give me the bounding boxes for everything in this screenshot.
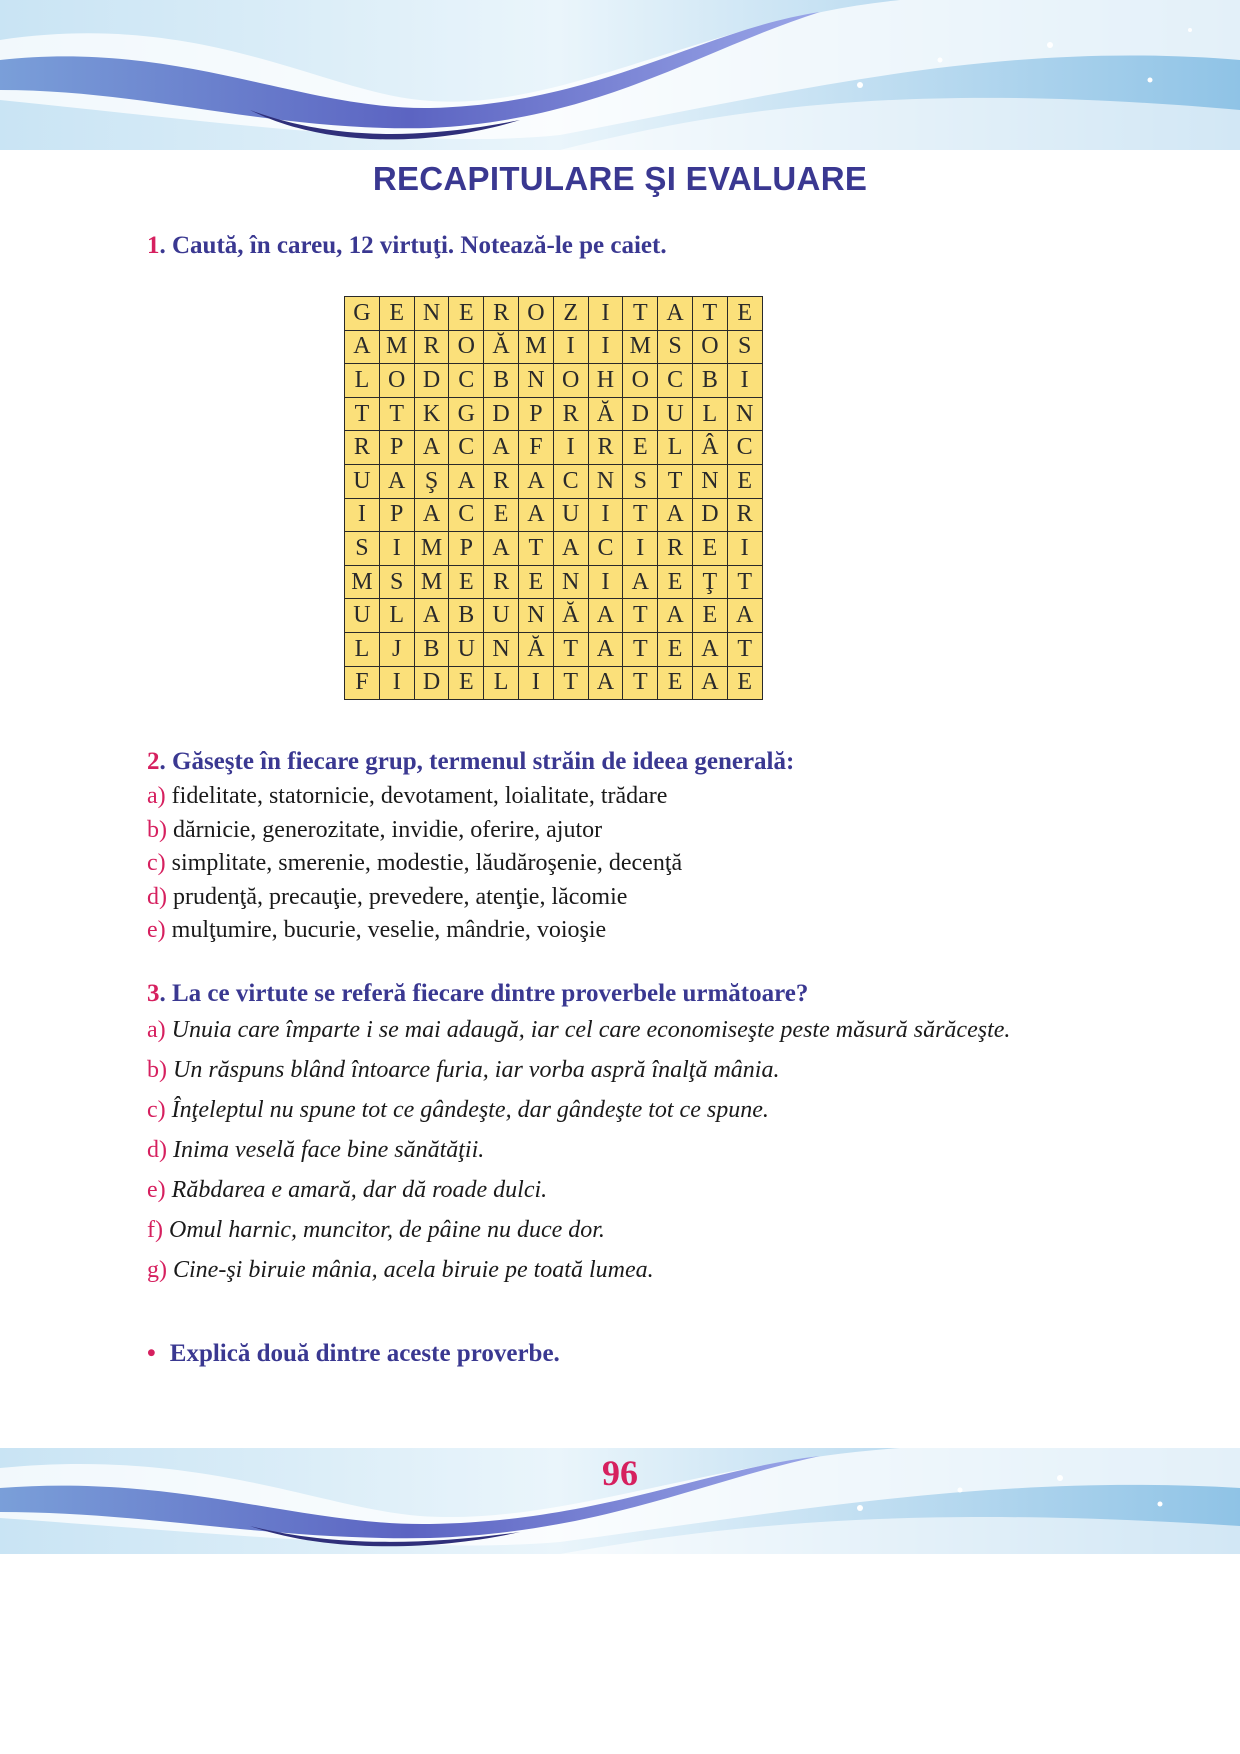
grid-cell: U <box>553 498 588 532</box>
grid-cell: M <box>345 565 380 599</box>
item-text: Inima veselă face bine sănătăţii. <box>167 1137 485 1163</box>
grid-cell: E <box>449 565 484 599</box>
grid-cell: R <box>588 431 623 465</box>
grid-cell: E <box>518 565 553 599</box>
grid-cell: M <box>379 330 414 364</box>
grid-cell: T <box>345 397 380 431</box>
grid-cell: O <box>518 297 553 331</box>
list-item <box>147 780 682 814</box>
grid-cell: T <box>727 565 762 599</box>
grid-cell: O <box>379 364 414 398</box>
grid-cell: S <box>727 330 762 364</box>
grid-cell: A <box>588 599 623 633</box>
grid-cell: A <box>414 431 449 465</box>
grid-cell: P <box>379 431 414 465</box>
grid-cell: A <box>379 464 414 498</box>
list-item <box>147 1250 1087 1290</box>
grid-cell: N <box>518 364 553 398</box>
grid-cell: E <box>379 297 414 331</box>
grid-cell: A <box>692 632 727 666</box>
grid-cell: N <box>484 632 519 666</box>
list-item <box>147 847 682 881</box>
grid-cell: E <box>727 297 762 331</box>
grid-cell: L <box>692 397 727 431</box>
grid-cell: A <box>588 666 623 700</box>
wave-decoration <box>0 0 1240 150</box>
grid-cell: D <box>692 498 727 532</box>
grid-cell: I <box>588 330 623 364</box>
grid-cell: A <box>345 330 380 364</box>
grid-cell: I <box>588 565 623 599</box>
grid-cell: A <box>658 599 693 633</box>
item-label: f) <box>147 1217 163 1243</box>
grid-row <box>345 297 763 331</box>
item-label: b) <box>147 1057 167 1083</box>
item-label: c) <box>147 1097 166 1123</box>
header-wave-banner <box>0 0 1240 150</box>
bullet-task <box>147 1340 560 1368</box>
grid-cell: P <box>449 532 484 566</box>
grid-cell: A <box>484 431 519 465</box>
grid-cell: B <box>449 599 484 633</box>
grid-cell: T <box>553 632 588 666</box>
list-item <box>147 814 682 848</box>
grid-cell: T <box>692 297 727 331</box>
grid-row <box>345 632 763 666</box>
grid-cell: I <box>553 330 588 364</box>
grid-cell: A <box>553 532 588 566</box>
grid-cell: O <box>553 364 588 398</box>
grid-cell: T <box>727 632 762 666</box>
word-search-grid <box>344 296 763 700</box>
grid-cell: I <box>588 297 623 331</box>
grid-cell: N <box>553 565 588 599</box>
grid-cell: R <box>553 397 588 431</box>
grid-cell: U <box>345 599 380 633</box>
grid-cell: A <box>727 599 762 633</box>
grid-cell: T <box>623 498 658 532</box>
grid-cell: F <box>518 431 553 465</box>
grid-cell: C <box>449 431 484 465</box>
grid-cell: A <box>518 498 553 532</box>
grid-cell: H <box>588 364 623 398</box>
grid-row <box>345 397 763 431</box>
grid-cell: R <box>484 464 519 498</box>
item-text: simplitate, smerenie, modestie, lăudăroşenie, decenţă <box>165 850 683 876</box>
item-text: Unuia care împarte i se mai adaugă, iar cel care economiseşte peste măsură sărăceşte. <box>165 1017 1011 1043</box>
item-text: Cine-şi biruie mânia, acela biruie pe toată lumea. <box>167 1257 654 1283</box>
list-item <box>147 1090 1087 1130</box>
grid-cell: S <box>345 532 380 566</box>
grid-cell: J <box>379 632 414 666</box>
grid-cell: E <box>658 666 693 700</box>
grid-cell: C <box>658 364 693 398</box>
question-2-number: 2 <box>147 748 160 775</box>
grid-cell: E <box>484 498 519 532</box>
grid-cell: Ă <box>518 632 553 666</box>
list-item <box>147 1010 1087 1050</box>
grid-cell: E <box>449 297 484 331</box>
grid-cell: Â <box>692 431 727 465</box>
list-item <box>147 914 682 948</box>
grid-cell: Ş <box>414 464 449 498</box>
question-2 <box>147 748 794 776</box>
grid-cell: T <box>658 464 693 498</box>
grid-cell: A <box>414 599 449 633</box>
question-3-list <box>147 1010 1087 1290</box>
grid-cell: L <box>379 599 414 633</box>
grid-cell: A <box>692 666 727 700</box>
page-number: 96 <box>602 1453 638 1493</box>
item-text: fidelitate, statornicie, devotament, loialitate, trădare <box>165 783 668 809</box>
grid-cell: O <box>692 330 727 364</box>
list-item <box>147 1130 1087 1170</box>
grid-cell: E <box>658 565 693 599</box>
grid-cell: P <box>379 498 414 532</box>
page-title: RECAPITULARE ŞI EVALUARE <box>372 160 868 197</box>
grid-cell: Ă <box>484 330 519 364</box>
grid-cell: A <box>658 297 693 331</box>
grid-cell: R <box>414 330 449 364</box>
grid-cell: E <box>692 599 727 633</box>
grid-cell: A <box>658 498 693 532</box>
grid-cell: L <box>484 666 519 700</box>
item-text: Omul harnic, muncitor, de pâine nu duce dor. <box>162 1217 605 1243</box>
grid-cell: I <box>727 532 762 566</box>
grid-cell: Z <box>553 297 588 331</box>
list-item <box>147 881 682 915</box>
grid-cell: S <box>658 330 693 364</box>
item-label: c) <box>147 850 166 876</box>
grid-cell: N <box>588 464 623 498</box>
grid-row <box>345 364 763 398</box>
grid-cell: B <box>414 632 449 666</box>
question-1-number: 1 <box>147 232 160 259</box>
grid-cell: B <box>692 364 727 398</box>
grid-cell: Ă <box>588 397 623 431</box>
grid-cell: E <box>658 632 693 666</box>
grid-cell: T <box>518 532 553 566</box>
grid-cell: K <box>414 397 449 431</box>
grid-cell: I <box>345 498 380 532</box>
grid-cell: S <box>623 464 658 498</box>
grid-cell: U <box>345 464 380 498</box>
grid-cell: A <box>588 632 623 666</box>
item-label: a) <box>147 1017 166 1043</box>
grid-cell: E <box>623 431 658 465</box>
grid-cell: M <box>414 565 449 599</box>
grid-cell: S <box>379 565 414 599</box>
item-text: Răbdarea e amară, dar dă roade dulci. <box>165 1177 548 1203</box>
question-2-list <box>147 780 682 948</box>
bullet-text: Explică două dintre aceste proverbe. <box>169 1340 560 1367</box>
item-text: dărnicie, generozitate, invidie, oferire, ajutor <box>167 816 603 843</box>
grid-cell: D <box>414 364 449 398</box>
grid-cell: U <box>658 397 693 431</box>
grid-cell: C <box>727 431 762 465</box>
grid-cell: R <box>345 431 380 465</box>
grid-row <box>345 498 763 532</box>
grid-cell: M <box>414 532 449 566</box>
item-text: mulţumire, bucurie, veselie, mândrie, voioşie <box>165 917 607 943</box>
grid-cell: N <box>414 297 449 331</box>
grid-cell: G <box>345 297 380 331</box>
grid-cell: P <box>518 397 553 431</box>
grid-cell: T <box>379 397 414 431</box>
item-label: d) <box>147 883 167 910</box>
question-1 <box>147 232 667 260</box>
question-3-text: . La ce virtute se referă fiecare dintre proverbele următoare? <box>159 980 809 1007</box>
grid-cell: B <box>484 364 519 398</box>
grid-cell: I <box>727 364 762 398</box>
grid-cell: N <box>518 599 553 633</box>
grid-cell: E <box>449 666 484 700</box>
grid-cell: C <box>553 464 588 498</box>
grid-cell: T <box>623 297 658 331</box>
grid-cell: R <box>484 297 519 331</box>
list-item <box>147 1210 1087 1250</box>
question-3 <box>147 980 808 1008</box>
item-label: a) <box>147 783 166 809</box>
grid-row <box>345 565 763 599</box>
grid-cell: T <box>623 666 658 700</box>
grid-cell: I <box>588 498 623 532</box>
grid-cell: L <box>345 632 380 666</box>
bullet-icon: • <box>147 1340 156 1367</box>
grid-row <box>345 431 763 465</box>
grid-cell: G <box>449 397 484 431</box>
grid-cell: I <box>623 532 658 566</box>
list-item <box>147 1050 1087 1090</box>
grid-cell: I <box>379 666 414 700</box>
grid-cell: Ţ <box>692 565 727 599</box>
item-text: Înţeleptul nu spune tot ce gândeşte, dar gândeşte tot ce spune. <box>165 1097 769 1123</box>
grid-cell: O <box>623 364 658 398</box>
grid-cell: A <box>449 464 484 498</box>
grid-cell: A <box>518 464 553 498</box>
grid-cell: R <box>658 532 693 566</box>
item-text: prudenţă, precauţie, prevedere, atenţie, lăcomie <box>167 883 628 910</box>
grid-cell: L <box>658 431 693 465</box>
grid-cell: T <box>553 666 588 700</box>
grid-cell: T <box>623 599 658 633</box>
grid-cell: L <box>345 364 380 398</box>
grid-cell: I <box>518 666 553 700</box>
grid-cell: O <box>449 330 484 364</box>
grid-cell: C <box>449 498 484 532</box>
grid-row <box>345 464 763 498</box>
grid-cell: M <box>623 330 658 364</box>
grid-cell: D <box>484 397 519 431</box>
grid-cell: C <box>588 532 623 566</box>
item-label: b) <box>147 816 167 843</box>
grid-cell: R <box>727 498 762 532</box>
item-label: d) <box>147 1137 167 1163</box>
grid-cell: E <box>727 464 762 498</box>
question-1-text: . Caută, în careu, 12 virtuţi. Notează-le pe caiet. <box>159 232 667 259</box>
grid-cell: A <box>623 565 658 599</box>
grid-cell: U <box>449 632 484 666</box>
item-label: e) <box>147 1177 166 1203</box>
question-3-number: 3 <box>147 980 160 1007</box>
grid-cell: D <box>623 397 658 431</box>
grid-cell: A <box>484 532 519 566</box>
grid-cell: N <box>727 397 762 431</box>
list-item <box>147 1170 1087 1210</box>
grid-cell: R <box>484 565 519 599</box>
grid-cell: M <box>518 330 553 364</box>
grid-row <box>345 666 763 700</box>
grid-cell: E <box>727 666 762 700</box>
item-label: g) <box>147 1257 167 1283</box>
grid-row <box>345 532 763 566</box>
question-2-text: . Găseşte în fiecare grup, termenul străin de ideea generală: <box>159 748 795 775</box>
grid-cell: T <box>623 632 658 666</box>
grid-cell: D <box>414 666 449 700</box>
grid-row <box>345 599 763 633</box>
grid-cell: Ă <box>553 599 588 633</box>
grid-cell: I <box>553 431 588 465</box>
grid-cell: I <box>379 532 414 566</box>
item-text: Un răspuns blând întoarce furia, iar vorba aspră înalţă mânia. <box>167 1057 780 1083</box>
item-label: e) <box>147 917 166 943</box>
grid-cell: E <box>692 532 727 566</box>
grid-cell: N <box>692 464 727 498</box>
grid-cell: U <box>484 599 519 633</box>
grid-cell: C <box>449 364 484 398</box>
grid-cell: F <box>345 666 380 700</box>
grid-cell: A <box>414 498 449 532</box>
grid-row <box>345 330 763 364</box>
